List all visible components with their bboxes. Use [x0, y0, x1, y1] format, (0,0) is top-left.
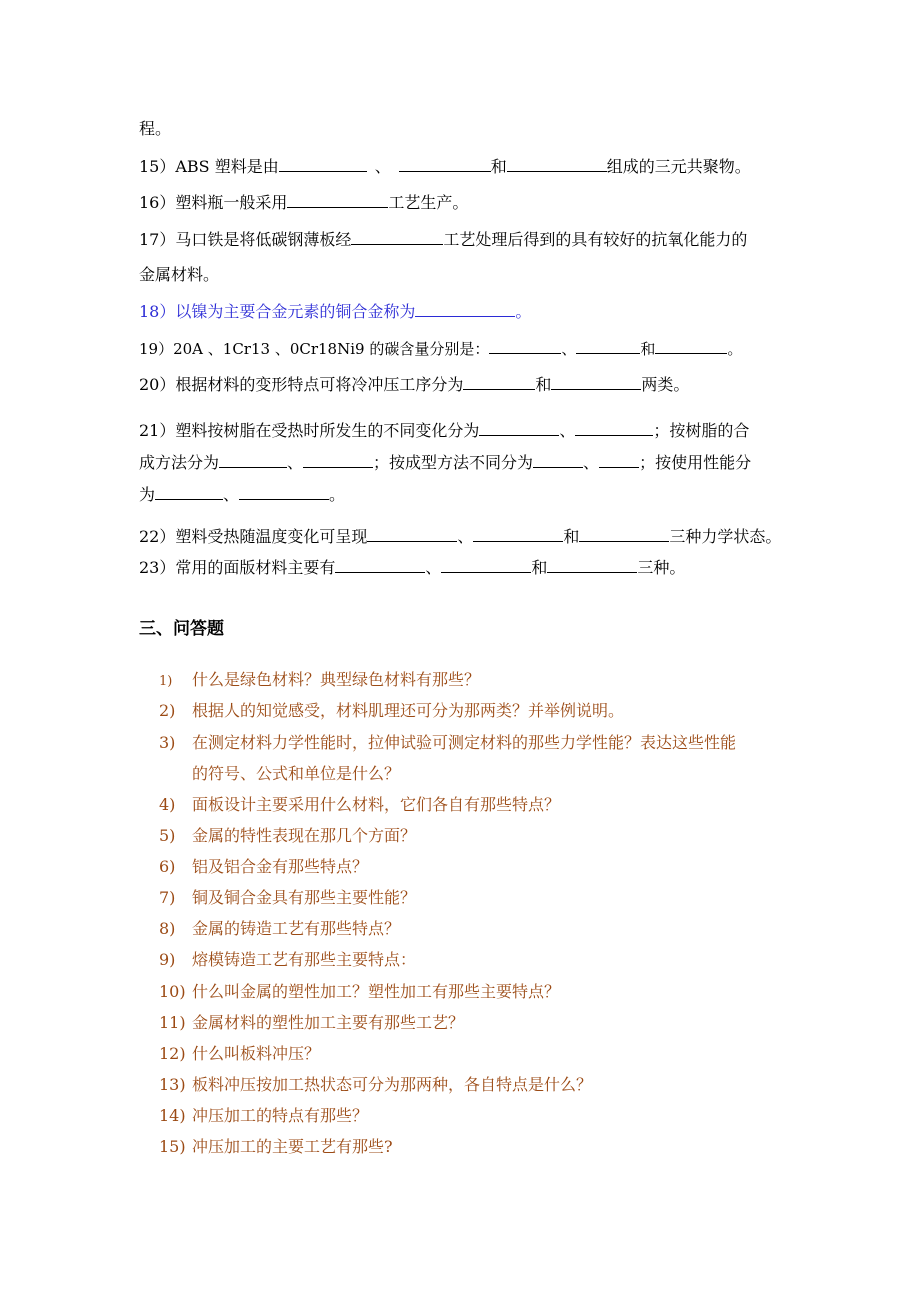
answer-blank[interactable] [655, 338, 727, 354]
answer-blank[interactable] [367, 526, 457, 542]
question-17: 17）马口铁是将低碳钢薄板经 工艺处理后得到的具有较好的抗氧化能力的 [139, 230, 748, 249]
answer-blank[interactable] [463, 374, 535, 390]
answer-blank[interactable] [303, 452, 373, 468]
list-item: 10) 什么叫金属的塑性加工？塑性加工有那些主要特点？ [159, 982, 561, 1001]
question-22: 22）塑料受热随温度变化可呈现 、 和 三种力学状态。 [139, 527, 782, 546]
question-21-cont: 成方法分为 、 ；按成型方法不同分为 、 ；按使用性能分 [139, 453, 752, 472]
list-item: 9) 熔模铸造工艺有那些主要特点： [159, 950, 417, 969]
answer-blank[interactable] [287, 192, 388, 208]
list-item: 8) 金属的铸造工艺有那些特点？ [159, 919, 401, 938]
list-item: 1) 什么是绿色材料？典型绿色材料有那些？ [159, 670, 481, 689]
list-item: 6) 铝及铝合金有那些特点？ [159, 857, 369, 876]
section-heading: 三、问答题 [139, 619, 224, 639]
list-item: 13) 板料冲压按加工热状态可分为那两种，各自特点是什么？ [159, 1075, 593, 1094]
list-item: 5) 金属的特性表现在那几个方面？ [159, 826, 417, 845]
answer-blank[interactable] [576, 338, 640, 354]
question-23: 23）常用的面版材料主要有 、 和 三种。 [139, 558, 686, 577]
question-18: 18）以镍为主要合金元素的铜合金称为 。 [139, 302, 532, 321]
list-item: 3) 在测定材料力学性能时，拉伸试验可测定材料的那些力学性能？表达这些性能 [159, 733, 737, 752]
answer-blank[interactable] [335, 557, 425, 573]
list-item: 14) 冲压加工的特点有那些？ [159, 1106, 369, 1125]
answer-blank[interactable] [533, 452, 583, 468]
answer-blank[interactable] [489, 338, 561, 354]
answer-blank[interactable] [279, 156, 367, 172]
answer-blank[interactable] [351, 229, 443, 245]
list-item: 12) 什么叫板料冲压？ [159, 1044, 321, 1063]
question-15: 15）ABS 塑料是由 、 和 组成的三元共聚物。 [139, 157, 751, 176]
list-item: 11) 金属材料的塑性加工主要有那些工艺？ [159, 1013, 465, 1032]
answer-blank[interactable] [599, 452, 639, 468]
answer-blank[interactable] [441, 557, 531, 573]
question-20: 20）根据材料的变形特点可将冷冲压工序分为 和 两类。 [139, 375, 690, 394]
question-21: 21）塑料按树脂在受热时所发生的不同变化分为 、 ；按树脂的合 [139, 421, 750, 440]
answer-blank[interactable] [155, 484, 223, 500]
question-17-cont: 金属材料。 [139, 265, 220, 284]
answer-blank[interactable] [219, 452, 287, 468]
answer-blank[interactable] [579, 526, 669, 542]
continued-line: 程。 [139, 119, 172, 138]
answer-blank[interactable] [473, 526, 563, 542]
list-item: 7) 铜及铜合金具有那些主要性能？ [159, 888, 417, 907]
list-item: 2) 根据人的知觉感受，材料肌理还可分为那两类？并举例说明。 [159, 701, 625, 720]
answer-blank[interactable] [507, 156, 607, 172]
list-item-cont: 的符号、公式和单位是什么？ [192, 764, 401, 783]
answer-blank[interactable] [575, 420, 653, 436]
answer-blank[interactable] [399, 156, 491, 172]
question-16: 16）塑料瓶一般采用 工艺生产。 [139, 193, 469, 212]
question-19: 19）20A 、1Cr13 、0Cr18Ni9 的碳含量分别是： 、 和 。 [139, 340, 743, 358]
answer-blank[interactable] [415, 301, 515, 317]
answer-blank[interactable] [551, 374, 641, 390]
question-21-cont2: 为 、 。 [139, 485, 346, 504]
answer-blank[interactable] [239, 484, 329, 500]
list-item: 15) 冲压加工的主要工艺有那些? [159, 1137, 393, 1156]
answer-blank[interactable] [547, 557, 637, 573]
list-item: 4) 面板设计主要采用什么材料，它们各自有那些特点？ [159, 795, 561, 814]
answer-blank[interactable] [479, 420, 559, 436]
